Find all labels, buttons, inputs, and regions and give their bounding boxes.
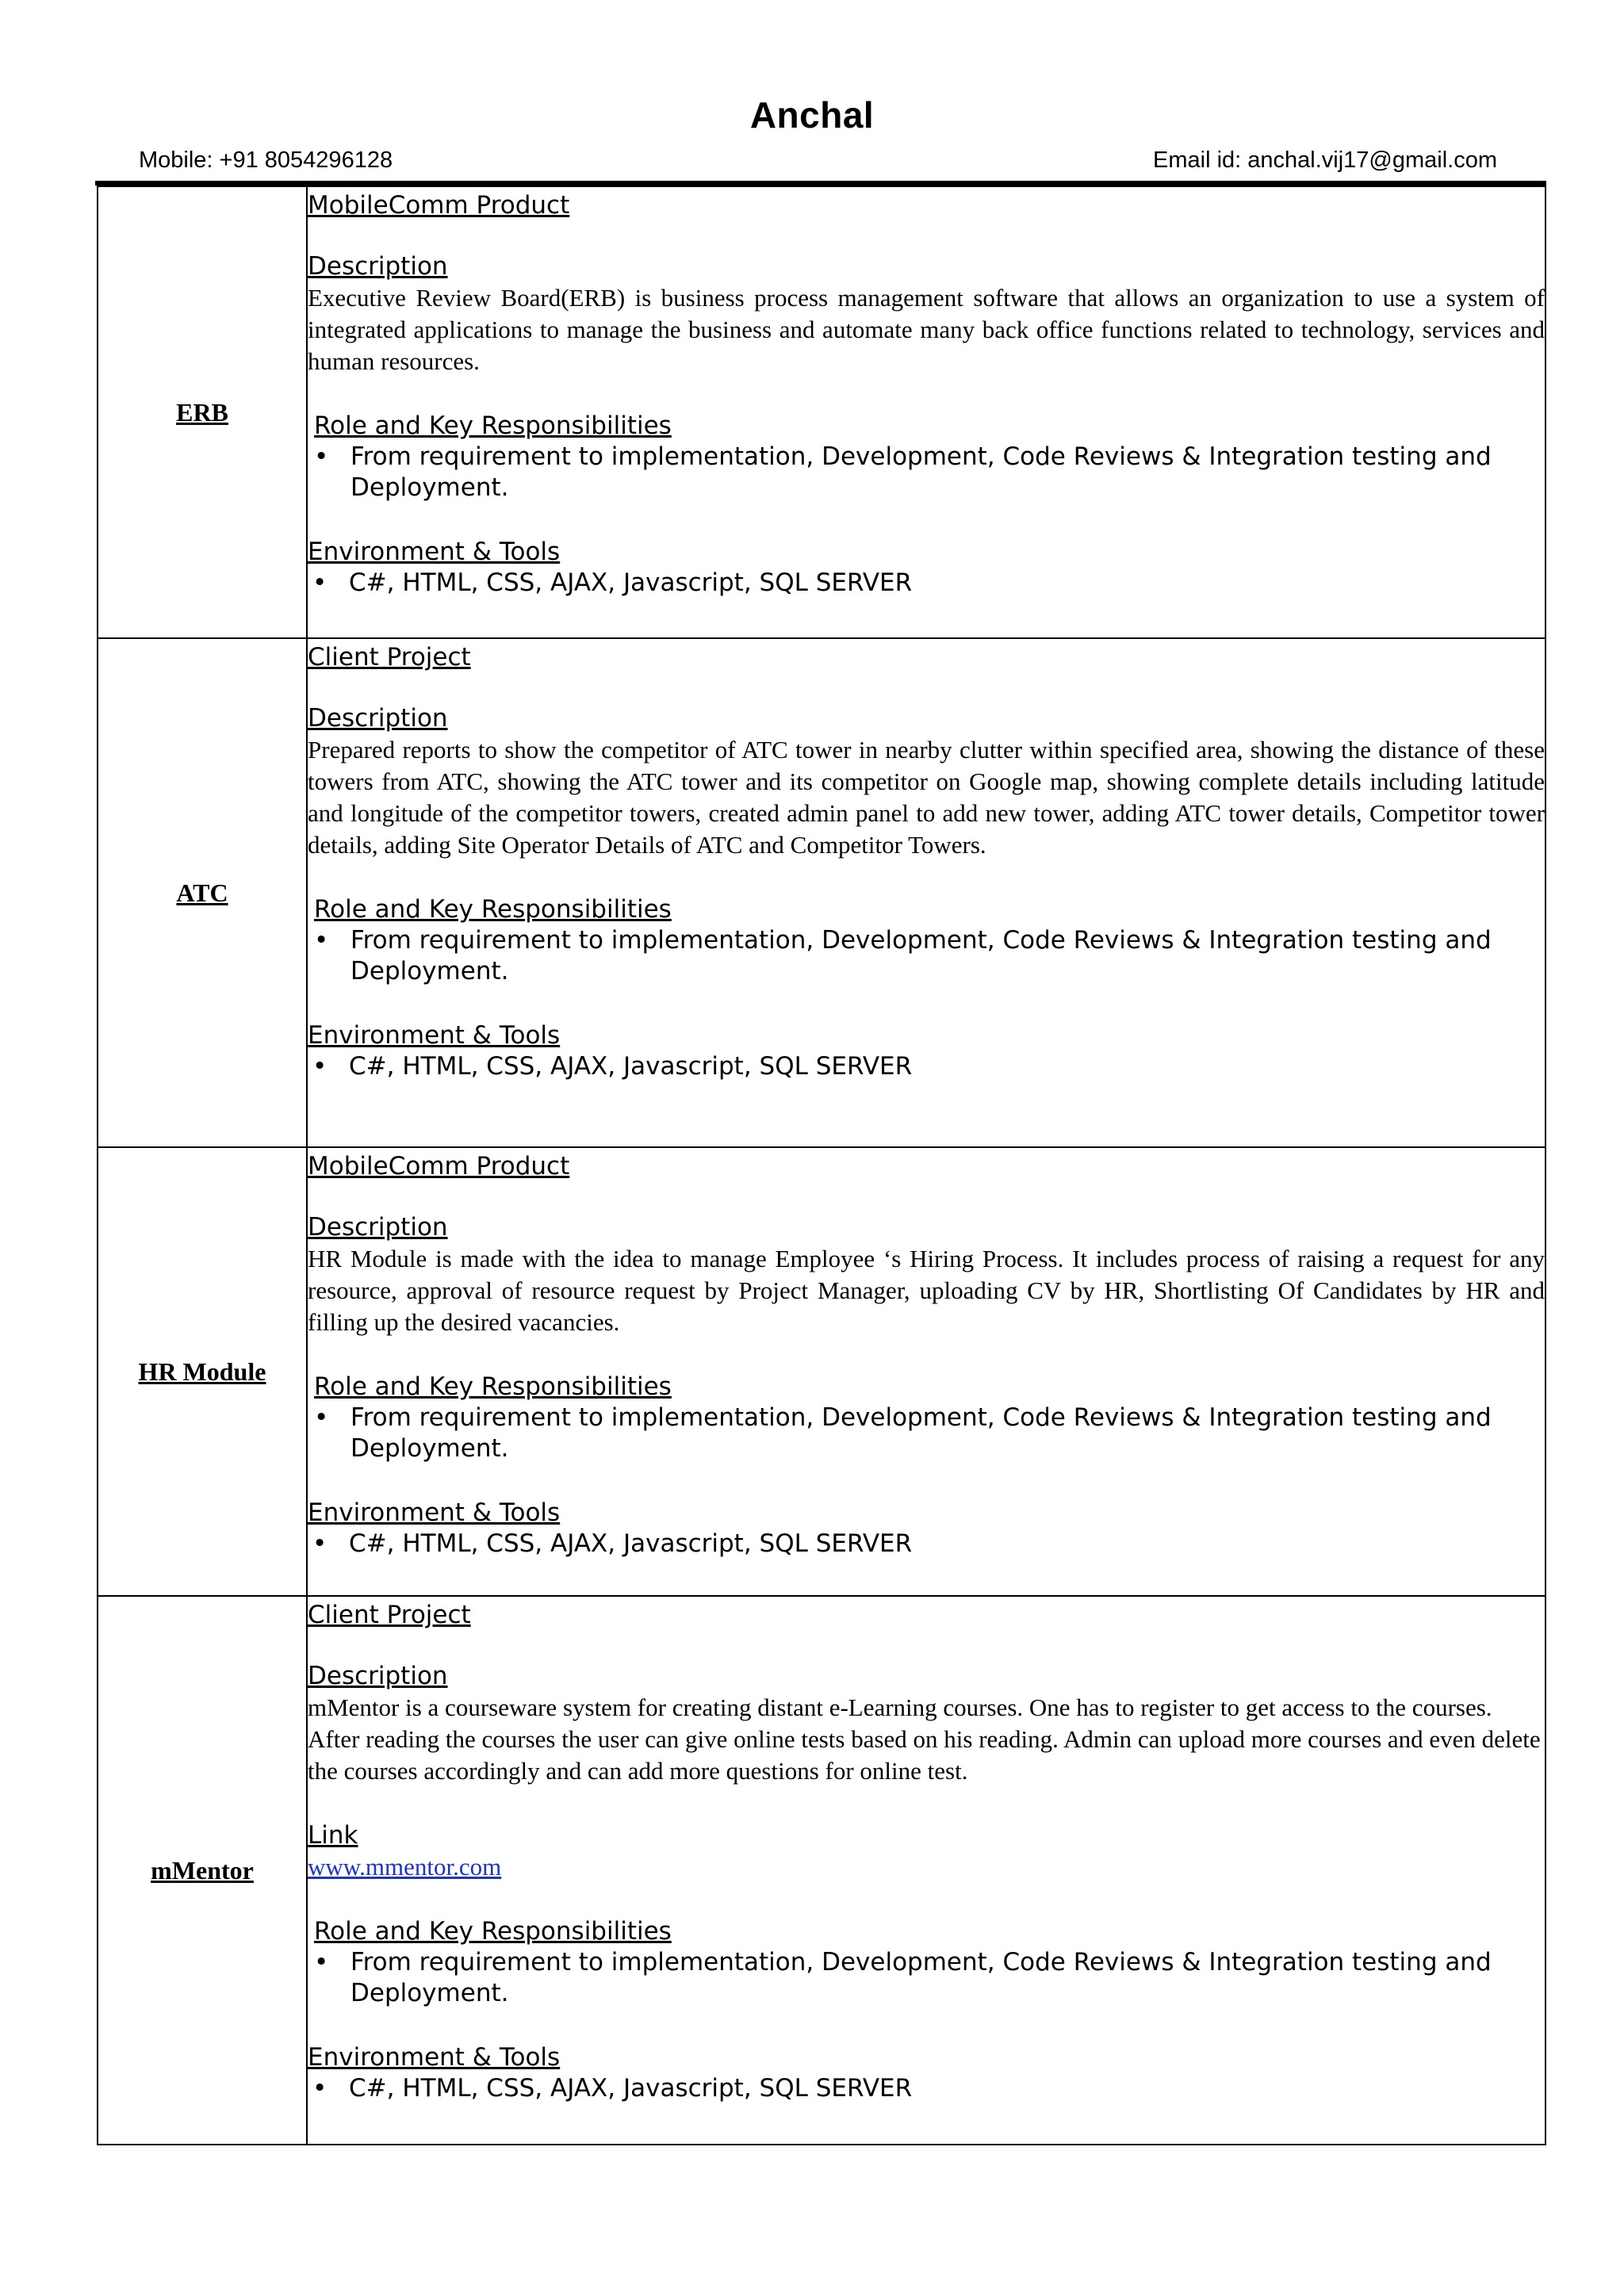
tools-item <box>308 1051 1545 1082</box>
responsibility-text: From requirement to implementation, Development, Code Reviews & Integration testing and Deployment. <box>350 442 1492 502</box>
bullet-icon: • <box>312 1052 327 1081</box>
responsibility-item <box>308 1947 1545 2009</box>
role-heading: Role and Key Responsibilities <box>314 411 672 440</box>
description-heading: Description <box>308 1662 448 1690</box>
project-details <box>307 638 1545 1147</box>
role-heading: Role and Key Responsibilities <box>314 1917 672 1946</box>
project-name: HR Module <box>98 1147 307 1596</box>
bullet-icon: • <box>314 926 329 955</box>
project-row-hr-module <box>98 1147 1545 1596</box>
project-link[interactable]: www.mmentor.com <box>308 1853 502 1881</box>
tools-text: C#, HTML, CSS, AJAX, Javascript, SQL SERVER <box>349 1052 913 1081</box>
project-details <box>307 1596 1545 2145</box>
project-row-mmentor <box>98 1596 1545 2145</box>
project-type: Client Project <box>308 643 471 672</box>
project-name: ERB <box>98 186 307 638</box>
project-type: MobileComm Product <box>308 1152 570 1181</box>
bullet-icon: • <box>314 1948 329 1976</box>
tools-text: C#, HTML, CSS, AJAX, Javascript, SQL SERVER <box>349 1529 913 1558</box>
project-name: mMentor <box>98 1596 307 2145</box>
project-description: HR Module is made with the idea to manage Employee ‘s Hiring Process. It includes process of raising a request for any resource, approval of resource request by Project Manager, uploading CV by HR, Shortlisting Of Candidates by HR and filling up the desired vacancies. <box>308 1245 1545 1336</box>
project-name: ATC <box>98 638 307 1147</box>
description-heading: Description <box>308 704 448 733</box>
responsibility-text: From requirement to implementation, Development, Code Reviews & Integration testing and Deployment. <box>350 1948 1492 2007</box>
tools-heading: Environment & Tools <box>308 1498 561 1527</box>
bullet-icon: • <box>314 442 329 471</box>
tools-heading: Environment & Tools <box>308 2043 561 2072</box>
responsibility-item <box>308 925 1545 987</box>
responsibility-item <box>308 1402 1545 1464</box>
responsibility-text: From requirement to implementation, Development, Code Reviews & Integration testing and Deployment. <box>350 1403 1492 1463</box>
bullet-icon: • <box>312 1529 327 1558</box>
project-description: mMentor is a courseware system for creating distant e-Learning courses. One has to register to get access to the courses. After reading the courses the user can give online tests based on his reading. Admin can upload more courses and even delete the courses accordingly and can add more questions for online test. <box>308 1693 1541 1785</box>
mobile-number: Mobile: +91 8054296128 <box>139 147 393 173</box>
tools-text: C#, HTML, CSS, AJAX, Javascript, SQL SERVER <box>349 568 913 597</box>
project-row-atc <box>98 638 1545 1147</box>
project-details <box>307 1147 1545 1596</box>
tools-item <box>308 1529 1545 1559</box>
bullet-icon: • <box>312 2074 327 2103</box>
tools-heading: Environment & Tools <box>308 538 561 566</box>
project-description: Prepared reports to show the competitor of ATC tower in nearby clutter within specified area, showing the distance of these towers from ATC, showing the ATC tower and its competitor on Google map, showing complete details including latitude and longitude of the competitor towers, created admin panel to add new tower, adding ATC tower details, Competitor tower details, adding Site Operator Details of ATC and Competitor Towers. <box>308 736 1545 859</box>
candidate-name: Anchal <box>749 94 875 136</box>
tools-text: C#, HTML, CSS, AJAX, Javascript, SQL SERVER <box>349 2074 913 2103</box>
responsibility-text: From requirement to implementation, Development, Code Reviews & Integration testing and Deployment. <box>350 926 1492 985</box>
description-heading: Description <box>308 252 448 281</box>
link-heading: Link <box>308 1821 358 1850</box>
description-heading: Description <box>308 1213 448 1242</box>
project-type: MobileComm Product <box>308 191 570 220</box>
bullet-icon: • <box>314 1403 329 1432</box>
role-heading: Role and Key Responsibilities <box>314 895 672 924</box>
projects-table <box>97 186 1546 2145</box>
email-address: Email id: anchal.vij17@gmail.com <box>1153 147 1497 173</box>
project-type: Client Project <box>308 1601 471 1629</box>
project-description: Executive Review Board(ERB) is business process management software that allows an organization to use a system of integrated applications to manage the business and automate many back office functions related to technology, services and human resources. <box>308 284 1545 375</box>
tools-heading: Environment & Tools <box>308 1021 561 1050</box>
project-row-erb <box>98 186 1545 638</box>
tools-item <box>308 2073 1545 2104</box>
project-details <box>307 186 1545 638</box>
bullet-icon: • <box>312 568 327 597</box>
tools-item <box>308 568 1545 599</box>
role-heading: Role and Key Responsibilities <box>314 1372 672 1401</box>
responsibility-item <box>308 442 1545 503</box>
